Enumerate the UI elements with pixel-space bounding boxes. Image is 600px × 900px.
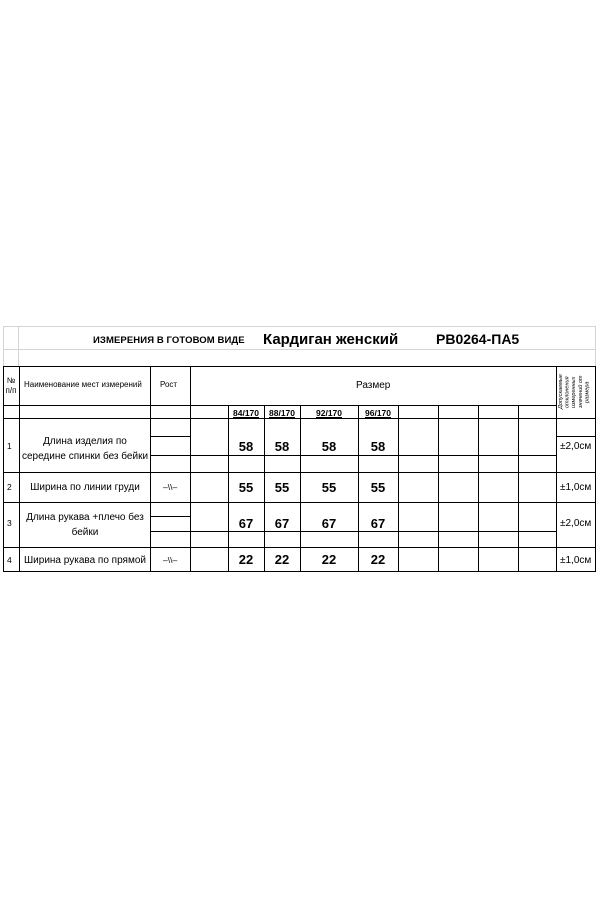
row-name: Ширина рукава по прямой [24,555,146,566]
column-height-header: Рост [160,380,178,389]
size-label: 96/170 [365,408,391,418]
row-tolerance: ±2,0см [560,518,592,529]
product-title: Кардиган женский [263,331,399,348]
article-number: РВ0264-ПА5 [436,331,520,347]
row-name: Ширина по линии груди [30,482,140,493]
row-value: 22 [321,552,337,567]
row-height: –\\– [163,555,178,565]
row-value: 67 [274,516,290,531]
column-tolerance-header: Допускаемые отклонения измеренных значений от размера [558,374,591,410]
column-num-header: № п/п [5,376,17,395]
row-number: 2 [7,482,12,492]
size-label: 88/170 [269,408,295,418]
row-value: 58 [238,439,254,454]
row-number: 4 [7,555,12,565]
row-value: 58 [274,439,290,454]
row-tolerance: ±1,0см [560,482,592,493]
column-name-header: Наименование мест измерений [24,380,142,389]
row-value: 22 [274,552,290,567]
row-value: 22 [238,552,254,567]
size-label: 92/170 [316,408,342,418]
row-value: 55 [370,480,386,495]
row-value: 58 [370,439,386,454]
row-number: 3 [7,518,12,528]
row-value: 55 [274,480,290,495]
row-value: 58 [321,439,337,454]
row-number: 1 [7,441,12,451]
row-name: Длина изделия по середине спинки без бейки [21,436,149,462]
row-value: 55 [238,480,254,495]
row-height: –\\– [163,482,178,492]
column-size-header: Размер [356,380,391,391]
row-value: 67 [370,516,386,531]
row-value: 67 [321,516,337,531]
row-value: 67 [238,516,254,531]
row-value: 55 [321,480,337,495]
row-tolerance: ±1,0см [560,555,592,566]
size-label: 84/170 [233,408,259,418]
row-name: Длина рукава +плечо без бейки [26,512,144,538]
row-value: 22 [370,552,386,567]
row-tolerance: ±2,0см [560,441,592,452]
measurements-label: ИЗМЕРЕНИЯ В ГОТОВОМ ВИДЕ [93,335,245,346]
